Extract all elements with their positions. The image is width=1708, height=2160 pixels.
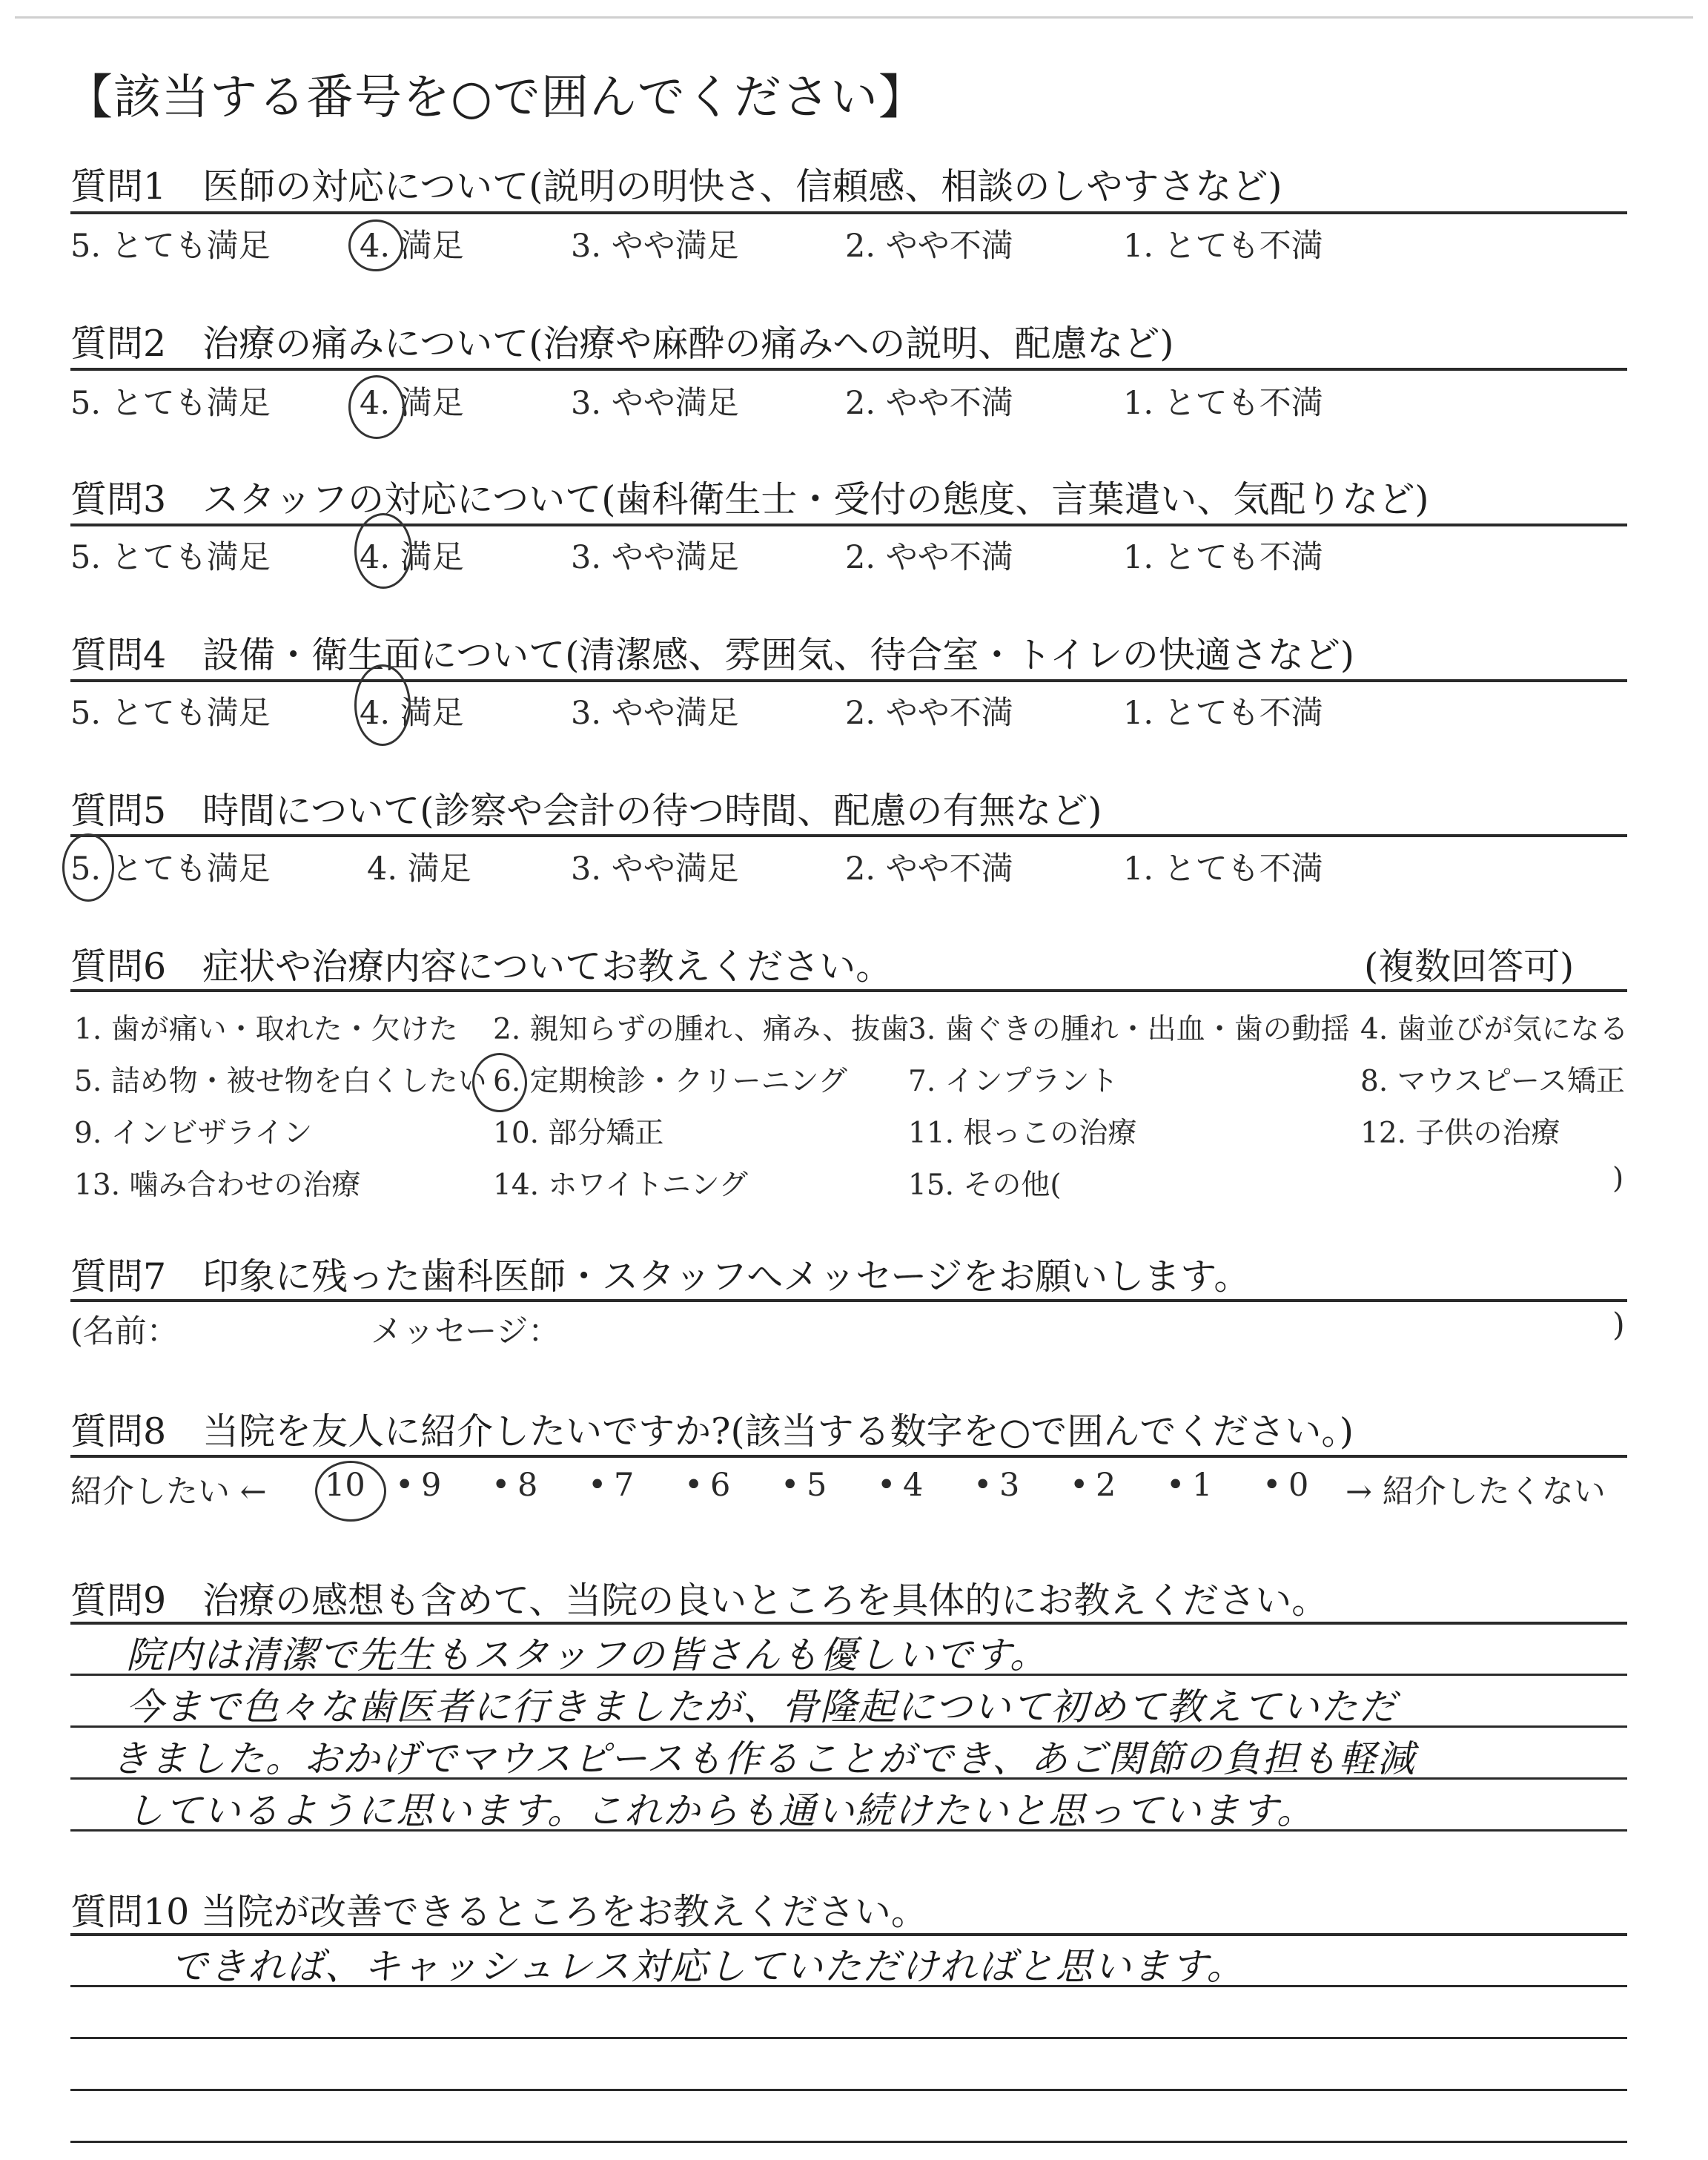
q4-option-4[interactable]: 4. 満足 (360, 695, 464, 732)
q8-selection-circle (315, 1461, 386, 1522)
q9-rule-1 (70, 1622, 1627, 1625)
q10-answer-line-1: できれば、キャッシュレス対応していただければと思います。 (171, 1945, 1245, 1988)
q5-option-4[interactable]: 4. 満足 (367, 851, 471, 888)
q2-option-5[interactable]: 5. とても満足 (70, 385, 271, 422)
instruction-heading: 【該当する番号を○で囲んでください】 (65, 70, 927, 125)
q3-selection-circle (354, 513, 412, 589)
q7-message-label: メッセージ： (371, 1313, 560, 1350)
q5-selection-circle (62, 833, 114, 902)
q8-scale-value-1[interactable]: 1 (1192, 1467, 1213, 1504)
q6-option-9[interactable]: 9. インビザライン (74, 1117, 313, 1150)
q10-rule-1 (70, 1933, 1627, 1936)
q6-option-10[interactable]: 10. 部分矯正 (493, 1117, 664, 1150)
q6-selection-circle (472, 1053, 527, 1112)
q8-scale-value-3[interactable]: 3 (999, 1467, 1020, 1504)
q1-option-5[interactable]: 5. とても満足 (70, 228, 271, 265)
q5-rule (70, 834, 1627, 837)
q2-option-4[interactable]: 4. 満足 (360, 385, 464, 422)
q2-option-2[interactable]: 2. やや不満 (845, 385, 1013, 422)
q3-option-2[interactable]: 2. やや不満 (845, 539, 1013, 576)
q7-title: 質問7 印象に残った歯科医師・スタッフへメッセージをお願いします。 (70, 1255, 1251, 1298)
q1-rule (70, 211, 1627, 214)
q7-rule (70, 1299, 1627, 1302)
q1-option-3[interactable]: 3. やや満足 (571, 228, 739, 265)
q8-left-label: 紹介したい ← (70, 1473, 267, 1510)
q6-option-4[interactable]: 4. 歯並びが気になる (1360, 1013, 1629, 1046)
q8-scale-value-7[interactable]: 7 (614, 1467, 635, 1504)
q6-option-2[interactable]: 2. 親知らずの腫れ、痛み、抜歯 (493, 1013, 910, 1046)
q6-option-3[interactable]: 3. 歯ぐきの腫れ・出血・歯の動揺 (908, 1013, 1350, 1046)
q8-scale-separator: • (781, 1467, 800, 1504)
q4-title: 質問4 設備・衛生面について(清潔感、雰囲気、待合室・トイレの快適さなど) (70, 634, 1354, 676)
q6-option-8[interactable]: 8. マウスピース矯正 (1360, 1065, 1625, 1098)
q3-option-3[interactable]: 3. やや満足 (571, 539, 739, 576)
q8-scale-separator: • (1070, 1467, 1089, 1504)
q4-option-3[interactable]: 3. やや満足 (571, 695, 739, 732)
q6-option-11[interactable]: 11. 根っこの治療 (908, 1117, 1137, 1150)
q8-scale-separator: • (1262, 1467, 1282, 1504)
q8-scale-separator: • (973, 1467, 993, 1504)
q4-option-5[interactable]: 5. とても満足 (70, 695, 271, 732)
q8-scale-separator: • (877, 1467, 896, 1504)
q6-title: 質問6 症状や治療内容についてお教えください。 (70, 945, 893, 988)
q8-scale-value-5[interactable]: 5 (807, 1467, 827, 1504)
q9-answer-line-1: 院内は清潔で先生もスタッフの皆さんも優しいです。 (126, 1634, 1048, 1677)
q8-rule (70, 1455, 1627, 1458)
q2-title: 質問2 治療の痛みについて(治療や麻酔の痛みへの説明、配慮など) (70, 323, 1174, 365)
q1-selection-circle (348, 219, 403, 271)
q8-scale-value-0[interactable]: 0 (1288, 1467, 1309, 1504)
q10-title: 質問10 当院が改善できるところをお教えください。 (70, 1891, 927, 1933)
q6-option-7[interactable]: 7. インプラント (908, 1065, 1119, 1098)
q6-option-12[interactable]: 12. 子供の治療 (1360, 1117, 1560, 1150)
q8-scale-separator: • (1166, 1467, 1185, 1504)
q3-rule (70, 524, 1627, 526)
q10-rule-4 (70, 2089, 1627, 2091)
q3-title: 質問3 スタッフの対応について(歯科衛生士・受付の態度、言葉遣い、気配りなど) (70, 478, 1429, 521)
q3-option-5[interactable]: 5. とても満足 (70, 539, 271, 576)
q8-scale-separator: • (395, 1467, 414, 1504)
q2-option-1[interactable]: 1. とても不満 (1123, 385, 1323, 422)
q10-rule-3 (70, 2037, 1627, 2039)
q1-option-1[interactable]: 1. とても不満 (1123, 228, 1323, 265)
q6-option-15[interactable]: 15. その他( (908, 1169, 1062, 1202)
q9-answer-line-2: 今まで色々な歯医者に行きましたが、骨隆起について初めて教えていただ (126, 1685, 1397, 1728)
q2-rule (70, 368, 1627, 371)
q2-selection-circle (348, 375, 405, 439)
q9-answer-line-3: きました。おかげでマウスピースも作ることができ、あご関節の負担も軽減 (111, 1737, 1416, 1780)
q1-option-2[interactable]: 2. やや不満 (845, 228, 1013, 265)
q6-other-close-paren: ) (1612, 1162, 1624, 1195)
q6-option-5[interactable]: 5. 詰め物・被せ物を白くしたい (74, 1065, 487, 1098)
q9-answer-line-4: しているように思います。これからも通い続けたいと思っています。 (126, 1789, 1315, 1832)
q10-rule-5 (70, 2141, 1627, 2143)
q4-rule (70, 679, 1627, 682)
q4-option-1[interactable]: 1. とても不満 (1123, 695, 1323, 732)
q8-scale-separator: • (491, 1467, 511, 1504)
q6-option-14[interactable]: 14. ホワイトニング (493, 1169, 748, 1202)
q5-option-5[interactable]: 5. とても満足 (70, 851, 271, 888)
q8-scale-value-9[interactable]: 9 (421, 1467, 442, 1504)
q3-option-4[interactable]: 4. 満足 (360, 539, 464, 576)
q7-name-label: (名前： (70, 1313, 179, 1350)
q8-scale-value-4[interactable]: 4 (903, 1467, 924, 1504)
q4-selection-circle (354, 664, 411, 746)
q2-option-3[interactable]: 3. やや満足 (571, 385, 739, 422)
q5-option-1[interactable]: 1. とても不満 (1123, 851, 1323, 888)
scan-top-edge (15, 16, 1693, 19)
q8-scale-separator: • (684, 1467, 704, 1504)
q8-scale-value-10[interactable]: 10 (325, 1467, 365, 1504)
q5-option-2[interactable]: 2. やや不満 (845, 851, 1013, 888)
q8-scale-value-6[interactable]: 6 (710, 1467, 731, 1504)
q6-option-6[interactable]: 6. 定期検診・クリーニング (493, 1065, 847, 1098)
q6-option-13[interactable]: 13. 噛み合わせの治療 (74, 1169, 361, 1202)
q1-option-4[interactable]: 4. 満足 (360, 228, 464, 265)
q6-rule (70, 989, 1627, 992)
q6-multiple-note: (複数回答可) (1364, 945, 1575, 988)
q6-option-1[interactable]: 1. 歯が痛い・取れた・欠けた (74, 1013, 458, 1046)
q5-title: 質問5 時間について(診察や会計の待つ時間、配慮の有無など) (70, 790, 1102, 832)
q8-scale-value-8[interactable]: 8 (517, 1467, 538, 1504)
q3-option-1[interactable]: 1. とても不満 (1123, 539, 1323, 576)
q1-title: 質問1 医師の対応について(説明の明快さ、信頼感、相談のしやすさなど) (70, 165, 1282, 208)
q8-scale-value-2[interactable]: 2 (1096, 1467, 1116, 1504)
q5-option-3[interactable]: 3. やや満足 (571, 851, 739, 888)
q9-title: 質問9 治療の感想も含めて、当院の良いところを具体的にお教えください。 (70, 1579, 1328, 1622)
q8-right-label: → 紹介したくない (1345, 1473, 1606, 1510)
q8-scale-separator: • (588, 1467, 607, 1504)
q4-option-2[interactable]: 2. やや不満 (845, 695, 1013, 732)
q7-close-paren: ) (1612, 1307, 1625, 1344)
q8-title: 質問8 当院を友人に紹介したいですか?(該当する数字を○で囲んでください。) (70, 1410, 1354, 1453)
